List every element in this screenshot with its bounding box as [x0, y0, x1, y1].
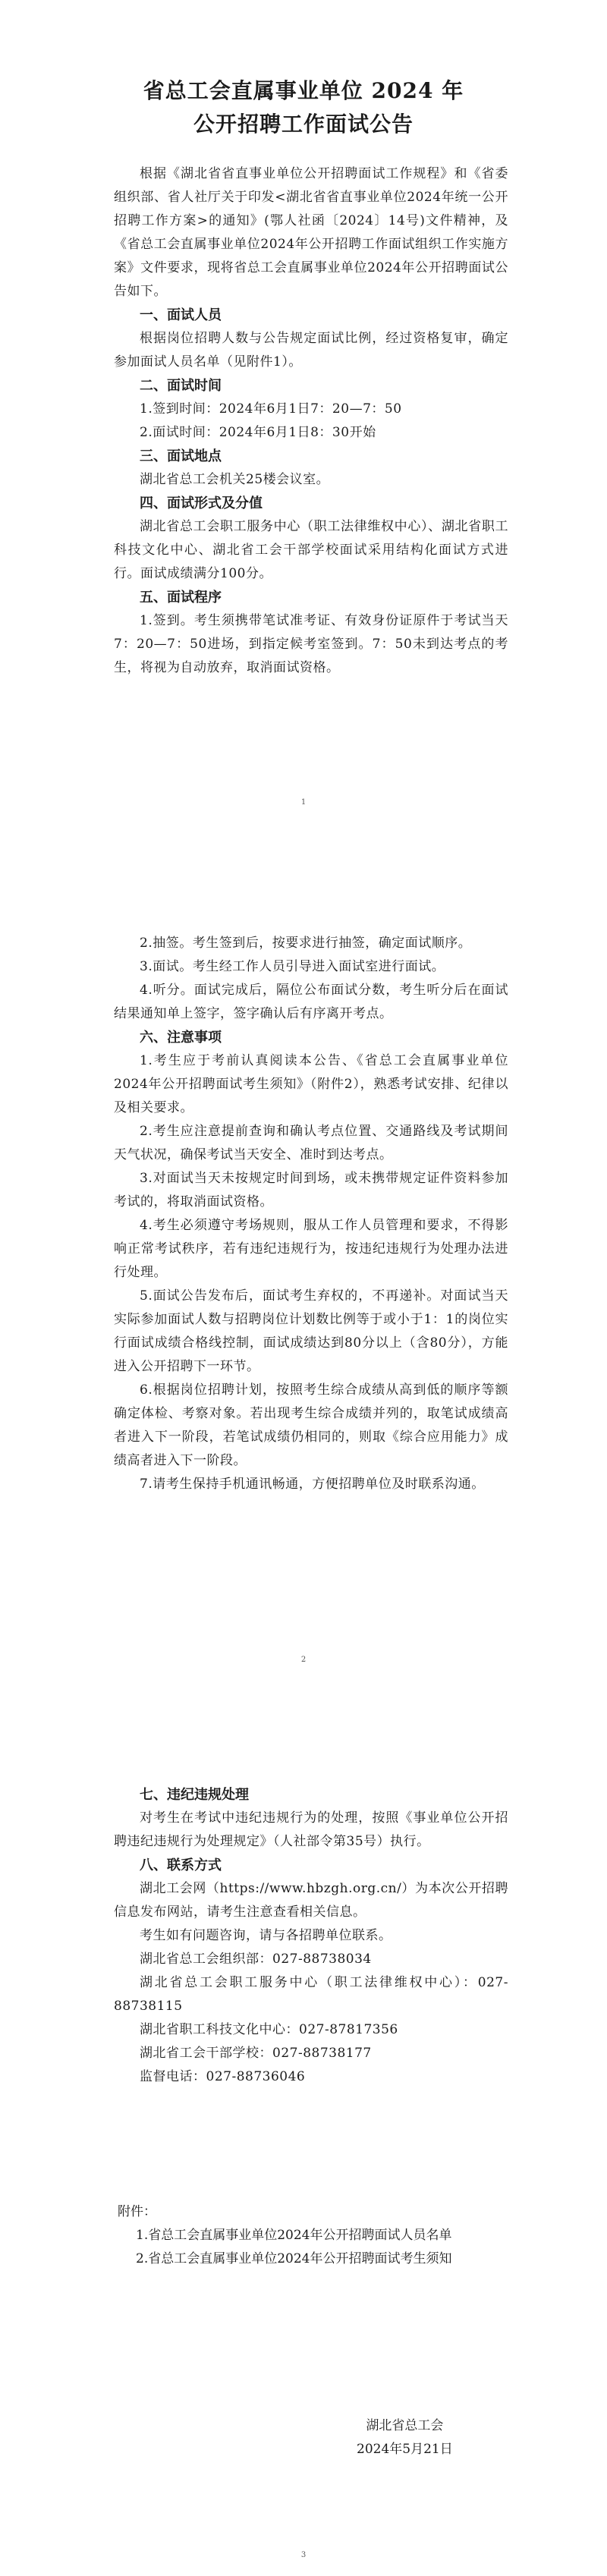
- section-6-item: 6.根据岗位招聘计划，按照考生综合成绩从高到低的顺序等额确定体检、考察对象。若出现考生综合成绩并列的，取笔试成绩高者进入下一阶段，若笔试成绩仍相同的，则取《综合应用能力》成绩高者进入下一阶段。: [114, 1382, 508, 1468]
- section-3-heading: 三、面试地点: [140, 448, 222, 464]
- title-line-1: 省总工会直属事业单位 2024 年: [143, 78, 464, 103]
- attachments: [118, 2200, 512, 2271]
- contact-line: 湖北省总工会职工服务中心（职工法律维权中心）：027-88738115: [114, 1975, 508, 2014]
- section-6-item: 5.面试公告发布后，面试考生弃权的，不再递补。对面试当天实际参加面试人数与招聘岗位计划数比例等于或小于1：1的岗位实行面试成绩合格线控制，面试成绩达到80分以上（含80分），方能进入公开招聘下一环节。: [114, 1288, 508, 1374]
- contact-line: 湖北省工会干部学校：027-88738177: [140, 2046, 372, 2061]
- contact-line: 湖北工会网（https://www.hbzgh.org.cn/）为本次公开招聘信息发布网站，请考生注意查看相关信息。: [114, 1881, 508, 1920]
- section-1-heading: 一、面试人员: [140, 307, 222, 323]
- section-6-item: 2.考生应注意提前查询和确认考点位置、交通路线及考试期间天气状况，确保考试当天安全、准时到达考点。: [114, 1124, 508, 1162]
- section-5-item: 3.面试。考生经工作人员引导进入面试室进行面试。: [140, 959, 445, 974]
- attachment-item: 2.省总工会直属事业单位2024年公开招聘面试考生须知: [136, 2251, 452, 2266]
- section-1-text: 根据岗位招聘人数与公告规定面试比例，经过资格复审，确定参加面试人员名单（见附件1）。: [114, 331, 508, 370]
- section-6-item: 3.对面试当天未按规定时间到场，或未携带规定证件资料参加考试的，将取消面试资格。: [114, 1171, 508, 1209]
- contact-line: 湖北省总工会组织部：027-88738034: [140, 1952, 372, 1967]
- signature: [357, 2414, 453, 2461]
- signature-org: 湖北省总工会: [366, 2418, 444, 2433]
- page-number: 2: [300, 1656, 307, 1664]
- section-5-heading: 五、面试程序: [140, 590, 222, 605]
- section-2-item: 1.签到时间：2024年6月1日7：20—7：50: [140, 401, 402, 417]
- section-5-item: 1.签到。考生须携带笔试准考证、有效身份证原件于考试当天7：20—7：50进场，到指定候考室签到。7：50未到达考点的考生，将视为自动放弃，取消面试资格。: [114, 613, 508, 675]
- page-number: 3: [300, 2551, 307, 2559]
- section-5-item: 4.听分。面试完成后，隔位公布面试分数，考生听分后在面试结果通知单上签字，签字确认后有序离开考点。: [114, 983, 508, 1021]
- section-6-item: 1.考生应于考前认真阅读本公告、《省总工会直属事业单位2024年公开招聘面试考生须知》（附件2），熟悉考试安排、纪律以及相关要求。: [114, 1053, 508, 1115]
- section-6-item: 4.考生必须遵守考场规则，服从工作人员管理和要求，不得影响正常考试秩序，若有违纪违规行为，按违纪违规行为处理办法进行处理。: [114, 1218, 508, 1280]
- section-7-heading: 七、违纪违规处理: [140, 1787, 249, 1803]
- section-8-heading: 八、联系方式: [140, 1857, 222, 1873]
- section-2-item: 2.面试时间：2024年6月1日8：30开始: [140, 425, 376, 440]
- contact-line: 湖北省职工科技文化中心：027-87817356: [140, 2022, 398, 2037]
- section-4-text: 湖北省总工会职工服务中心（职工法律维权中心）、湖北省职工科技文化中心、湖北省工会干部学校面试采用结构化面试方式进行。面试成绩满分100分。: [114, 519, 508, 581]
- attachments-label: 附件：: [118, 2204, 156, 2219]
- contact-line: 考生如有问题咨询，请与各招聘单位联系。: [140, 1928, 392, 1943]
- page-number: 1: [300, 798, 307, 807]
- page-title: [0, 74, 607, 141]
- section-2-heading: 二、面试时间: [140, 378, 222, 394]
- section-5-item: 2.抽签。考生签到后，按要求进行抽签，确定面试顺序。: [140, 936, 472, 951]
- attachment-item: 1.省总工会直属事业单位2024年公开招聘面试人员名单: [136, 2228, 452, 2243]
- section-7-text: 对考生在考试中违纪违规行为的处理，按照《事业单位公开招聘违纪违规行为处理规定》（人社部令第35号）执行。: [114, 1810, 508, 1849]
- intro-paragraph: 根据《湖北省省直事业单位公开招聘面试工作规程》和《省委组织部、省人社厅关于印发<湖北省省直事业单位2024年统一公开招聘工作方案>的通知》(鄂人社函〔2024〕14号)文件精神，及《省总工会直属事业单位2024年公开招聘工作面试组织工作实施方案》文件要求，现将省总工会直属事业单位2024年公开招聘面试公告如下。: [114, 166, 508, 299]
- signature-date: 2024年5月21日: [357, 2442, 453, 2457]
- title-line-2: 公开招聘工作面试公告: [193, 112, 414, 137]
- contact-line: 监督电话：027-88736046: [140, 2069, 306, 2084]
- section-6-heading: 六、注意事项: [140, 1030, 222, 1046]
- section-3-text: 湖北省总工会机关25楼会议室。: [140, 472, 330, 487]
- section-4-heading: 四、面试形式及分值: [140, 495, 263, 511]
- section-6-item: 7.请考生保持手机通讯畅通，方便招聘单位及时联系沟通。: [140, 1477, 485, 1492]
